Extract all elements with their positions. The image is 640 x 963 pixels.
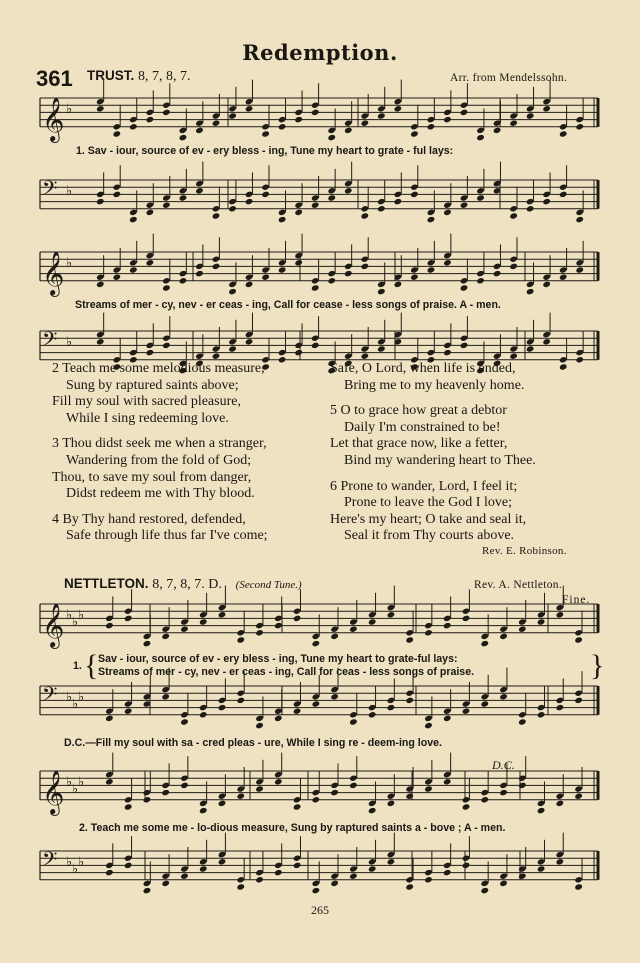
- notehead: [368, 711, 377, 718]
- notehead: [228, 112, 237, 119]
- bass-clef-icon: 𝄢: [42, 682, 58, 711]
- notehead: [537, 618, 546, 625]
- notehead: [537, 865, 546, 872]
- flat-icon: ♭: [72, 782, 79, 797]
- notehead: [405, 636, 414, 643]
- notehead: [480, 887, 489, 894]
- second-tune-meter: 8, 7, 8, 7. D.: [152, 577, 222, 592]
- notehead: [526, 112, 535, 119]
- notehead: [274, 622, 283, 629]
- notehead: [509, 263, 518, 270]
- notehead: [330, 789, 339, 796]
- notehead: [105, 869, 114, 876]
- notehead: [146, 259, 155, 266]
- notehead: [124, 803, 133, 810]
- notehead: [476, 277, 485, 284]
- notehead: [236, 636, 245, 643]
- notehead: [361, 263, 370, 270]
- notehead: [199, 711, 208, 718]
- notehead: [518, 626, 527, 633]
- notehead: [218, 611, 227, 618]
- notehead: [574, 883, 583, 890]
- notehead: [261, 130, 270, 137]
- notehead: [349, 626, 358, 633]
- notehead: [162, 284, 171, 291]
- notehead: [278, 356, 287, 363]
- notehead: [255, 629, 264, 636]
- notehead: [509, 120, 518, 127]
- notehead: [180, 718, 189, 725]
- notehead: [480, 700, 489, 707]
- notehead: [218, 704, 227, 711]
- notehead: [574, 697, 583, 704]
- notehead: [129, 216, 138, 223]
- notehead: [96, 338, 105, 345]
- notehead: [387, 800, 396, 807]
- notehead: [462, 803, 471, 810]
- notehead: [556, 611, 565, 618]
- notehead: [236, 883, 245, 890]
- notehead: [556, 800, 565, 807]
- notehead: [377, 345, 386, 352]
- notehead: [96, 198, 105, 205]
- notehead: [542, 105, 551, 112]
- flat-icon: ♭: [66, 101, 73, 117]
- notehead: [312, 887, 321, 894]
- flat-icon: ♭: [66, 334, 73, 350]
- notehead: [212, 353, 221, 360]
- notehead: [179, 134, 188, 141]
- notehead: [311, 109, 320, 116]
- notehead: [361, 353, 370, 360]
- notehead: [195, 127, 204, 134]
- notehead: [344, 187, 353, 194]
- notehead: [493, 127, 502, 134]
- notehead: [499, 633, 508, 640]
- notehead: [460, 202, 469, 209]
- verse-6: 6 Prone to wander, Lord, I feel it; Prone to leave the God I love; Here's my heart; O take and seal it, Seal it from Thy courts above.: [330, 478, 527, 544]
- notehead: [349, 718, 358, 725]
- notehead: [493, 270, 502, 277]
- notehead: [129, 123, 138, 130]
- notehead: [509, 212, 518, 219]
- notehead: [427, 123, 436, 130]
- notehead: [556, 858, 565, 865]
- notehead: [460, 342, 469, 349]
- notehead: [105, 715, 114, 722]
- notehead: [96, 281, 105, 288]
- tune-meter: 8, 7, 8, 7.: [138, 69, 191, 84]
- brace-right: }: [590, 649, 605, 682]
- notehead: [542, 198, 551, 205]
- dc-lyric-line: D.C.—Fill my soul with sa - cred pleas - ure, While I sing re - deem-ing love.: [64, 737, 442, 749]
- notehead: [542, 338, 551, 345]
- notehead: [462, 615, 471, 622]
- notehead: [427, 216, 436, 223]
- notehead: [294, 349, 303, 356]
- notehead: [143, 887, 152, 894]
- treble-clef-icon: 𝄞: [42, 96, 65, 141]
- tune-title: TRUST.: [87, 68, 135, 83]
- notehead: [368, 865, 377, 872]
- notehead: [556, 704, 565, 711]
- notehead: [559, 363, 568, 370]
- notehead: [537, 711, 546, 718]
- brace-left: {: [84, 649, 99, 682]
- notehead: [143, 796, 152, 803]
- notehead: [462, 862, 471, 869]
- notehead: [410, 130, 419, 137]
- notehead: [195, 270, 204, 277]
- notehead: [574, 636, 583, 643]
- flat-icon: ♭: [72, 615, 79, 630]
- second-tune-title: NETTLETON.: [64, 576, 149, 591]
- notehead: [361, 212, 370, 219]
- notehead: [212, 263, 221, 270]
- hymn-author: Rev. E. Robinson.: [482, 545, 567, 557]
- flat-icon: ♭: [66, 607, 73, 623]
- notehead: [179, 194, 188, 201]
- notehead: [294, 209, 303, 216]
- notehead: [161, 693, 170, 700]
- notehead: [274, 869, 283, 876]
- notehead: [96, 105, 105, 112]
- notehead: [312, 640, 321, 647]
- notehead: [480, 640, 489, 647]
- notehead: [443, 778, 452, 785]
- notehead: [394, 105, 403, 112]
- notehead: [443, 259, 452, 266]
- notehead: [537, 807, 546, 814]
- notehead: [460, 284, 469, 291]
- notehead: [518, 782, 527, 789]
- notehead: [480, 796, 489, 803]
- verse-5: 5 O to grace how great a debtor Daily I'm constrained to be! Let that grace now, like a fetter, Bind my wandering heart to Thee.: [330, 403, 536, 468]
- notehead: [443, 209, 452, 216]
- flat-icon: ♭: [66, 255, 73, 271]
- notehead: [199, 618, 208, 625]
- notehead: [344, 127, 353, 134]
- notehead: [344, 270, 353, 277]
- notehead: [575, 266, 584, 273]
- notehead: [387, 611, 396, 618]
- verse-4: 4 By Thy hand restored, defended, Safe through life thus far I've come;: [52, 511, 268, 544]
- notehead: [410, 191, 419, 198]
- notehead: [261, 191, 270, 198]
- notehead: [526, 205, 535, 212]
- notehead: [410, 274, 419, 281]
- notehead: [261, 274, 270, 281]
- notehead: [245, 338, 254, 345]
- notehead: [179, 277, 188, 284]
- notehead: [245, 105, 254, 112]
- notehead: [327, 277, 336, 284]
- flat-icon: ♭: [66, 183, 73, 199]
- notehead: [575, 123, 584, 130]
- second-tune-credit: Rev. A. Nettleton.: [474, 579, 563, 591]
- notehead: [349, 782, 358, 789]
- notehead: [199, 807, 208, 814]
- notehead: [113, 274, 122, 281]
- notehead: [499, 789, 508, 796]
- notehead: [311, 202, 320, 209]
- notehead: [162, 342, 171, 349]
- notehead: [180, 782, 189, 789]
- notehead: [311, 284, 320, 291]
- notehead: [113, 191, 122, 198]
- notehead: [574, 793, 583, 800]
- notehead: [311, 342, 320, 349]
- notehead: [476, 134, 485, 141]
- notehead: [559, 130, 568, 137]
- notehead: [559, 191, 568, 198]
- composer-credit: Arr. from Mendelssohn.: [450, 72, 568, 84]
- notehead: [124, 708, 133, 715]
- notehead: [129, 266, 138, 273]
- lyric-line-2: Streams of mer - cy, nev - er ceas - ing, Call for cease - less songs of praise. A - men.: [75, 299, 501, 311]
- notehead: [575, 216, 584, 223]
- bass-clef-icon: 𝄢: [42, 176, 58, 205]
- notehead: [293, 708, 302, 715]
- verses-left: [52, 361, 268, 545]
- flat-icon: ♭: [66, 689, 73, 705]
- notehead: [405, 883, 414, 890]
- notehead: [424, 785, 433, 792]
- notehead: [228, 205, 237, 212]
- notehead: [443, 622, 452, 629]
- notehead: [143, 640, 152, 647]
- bass-clef-icon: 𝄢: [42, 327, 58, 356]
- notehead: [124, 615, 133, 622]
- lyric-line-1: 1. Sav - iour, source of ev - ery bless - ing, Tune my heart to grate - ful lays:: [76, 145, 454, 157]
- flat-icon: ♭: [72, 862, 79, 877]
- verse-4-cont: Safe, O Lord, when life is ended, Bring me to my heavenly home.: [330, 361, 525, 393]
- notehead: [377, 112, 386, 119]
- treble-clef-icon: 𝄞: [42, 250, 65, 295]
- notehead: [424, 722, 433, 729]
- notehead: [424, 629, 433, 636]
- notehead: [274, 778, 283, 785]
- second-tune-note: (Second Tune.): [235, 579, 302, 591]
- notehead: [509, 353, 518, 360]
- second-tune-name: [64, 576, 302, 593]
- treble-clef-icon: 𝄞: [42, 602, 65, 647]
- page-number: 265: [311, 903, 329, 917]
- notehead: [377, 288, 386, 295]
- notehead: [312, 796, 321, 803]
- notehead: [245, 198, 254, 205]
- notehead: [460, 109, 469, 116]
- notehead: [575, 356, 584, 363]
- notehead: [274, 715, 283, 722]
- notehead: [526, 345, 535, 352]
- notehead: [293, 803, 302, 810]
- notehead: [162, 109, 171, 116]
- notehead: [518, 718, 527, 725]
- notehead: [526, 288, 535, 295]
- notehead: [161, 789, 170, 796]
- notehead: [162, 202, 171, 209]
- notehead: [499, 880, 508, 887]
- notehead: [180, 626, 189, 633]
- notehead: [278, 216, 287, 223]
- notehead: [349, 873, 358, 880]
- section-title: Redemption.: [242, 40, 398, 65]
- bass-clef-icon: 𝄢: [42, 847, 58, 876]
- notehead: [361, 120, 370, 127]
- notehead: [146, 116, 155, 123]
- notehead: [462, 708, 471, 715]
- notehead: [542, 281, 551, 288]
- notehead: [255, 876, 264, 883]
- notehead: [427, 266, 436, 273]
- fine-marker: Fine.: [562, 594, 591, 606]
- notehead: [294, 259, 303, 266]
- notehead: [278, 123, 287, 130]
- notehead: [293, 862, 302, 869]
- notehead: [424, 876, 433, 883]
- flat-icon: ♭: [66, 774, 73, 790]
- notehead: [293, 615, 302, 622]
- notehead: [195, 187, 204, 194]
- flat-icon: ♭: [72, 697, 79, 712]
- notehead: [105, 778, 114, 785]
- notehead: [146, 349, 155, 356]
- notehead: [199, 865, 208, 872]
- notehead: [330, 693, 339, 700]
- notehead: [387, 704, 396, 711]
- notehead: [245, 281, 254, 288]
- notehead: [405, 697, 414, 704]
- verses-right: [330, 361, 536, 545]
- second-lyric-line-1b: Streams of mer - cy, nev - er ceas - ing, Call for ceas - less songs of praise.: [98, 666, 475, 678]
- notehead: [405, 793, 414, 800]
- notehead: [368, 618, 377, 625]
- treble-clef-icon: 𝄞: [42, 769, 65, 814]
- flat-icon: ♭: [78, 689, 85, 705]
- notehead: [113, 130, 122, 137]
- second-lyric-line-2: 2. Teach me some me - lo-dious measure, Sung by raptured saints a - bove ; A - men.: [79, 822, 506, 834]
- notehead: [559, 274, 568, 281]
- notehead: [394, 198, 403, 205]
- notehead: [212, 212, 221, 219]
- notehead: [105, 622, 114, 629]
- notehead: [518, 873, 527, 880]
- dc-marker: D.C.: [492, 758, 515, 772]
- notehead: [327, 134, 336, 141]
- notehead: [443, 869, 452, 876]
- notehead: [377, 205, 386, 212]
- notehead: [228, 288, 237, 295]
- flat-icon: ♭: [66, 854, 73, 870]
- notehead: [228, 345, 237, 352]
- flat-icon: ♭: [78, 774, 85, 790]
- notehead: [443, 116, 452, 123]
- notehead: [330, 633, 339, 640]
- notehead: [368, 807, 377, 814]
- verse-3: 3 Thou didst seek me when a stranger, Wandering from the fold of God; Thou, to save my soul from danger, Didst redeem me with Thy blood.: [52, 436, 267, 502]
- notehead: [499, 693, 508, 700]
- notehead: [294, 116, 303, 123]
- notehead: [218, 800, 227, 807]
- flat-icon: ♭: [78, 607, 85, 623]
- notehead: [212, 120, 221, 127]
- notehead: [124, 862, 133, 869]
- notehead: [180, 873, 189, 880]
- notehead: [278, 266, 287, 273]
- notehead: [255, 785, 264, 792]
- notehead: [394, 281, 403, 288]
- second-lyric-line-1a: Sav - iour, source of ev - ery bless - ing, Tune my heart to grate-ful lays:: [98, 653, 458, 665]
- notehead: [443, 349, 452, 356]
- verse-2: 2 Teach me some melodious measure, Sung by raptured saints above; Fill my soul with sacred pleasure, While I sing redeeming love.: [52, 361, 265, 426]
- notehead: [327, 194, 336, 201]
- hymn-number: 361: [36, 66, 73, 91]
- notehead: [161, 633, 170, 640]
- second-lyric-verse-num: 1.: [73, 660, 82, 672]
- notehead: [443, 715, 452, 722]
- notehead: [330, 880, 339, 887]
- notehead: [312, 700, 321, 707]
- notehead: [236, 793, 245, 800]
- notehead: [161, 880, 170, 887]
- notehead: [236, 697, 245, 704]
- notehead: [146, 209, 155, 216]
- notehead: [255, 722, 264, 729]
- flat-icon: ♭: [78, 854, 85, 870]
- notehead: [218, 858, 227, 865]
- notehead: [387, 858, 396, 865]
- notehead: [476, 194, 485, 201]
